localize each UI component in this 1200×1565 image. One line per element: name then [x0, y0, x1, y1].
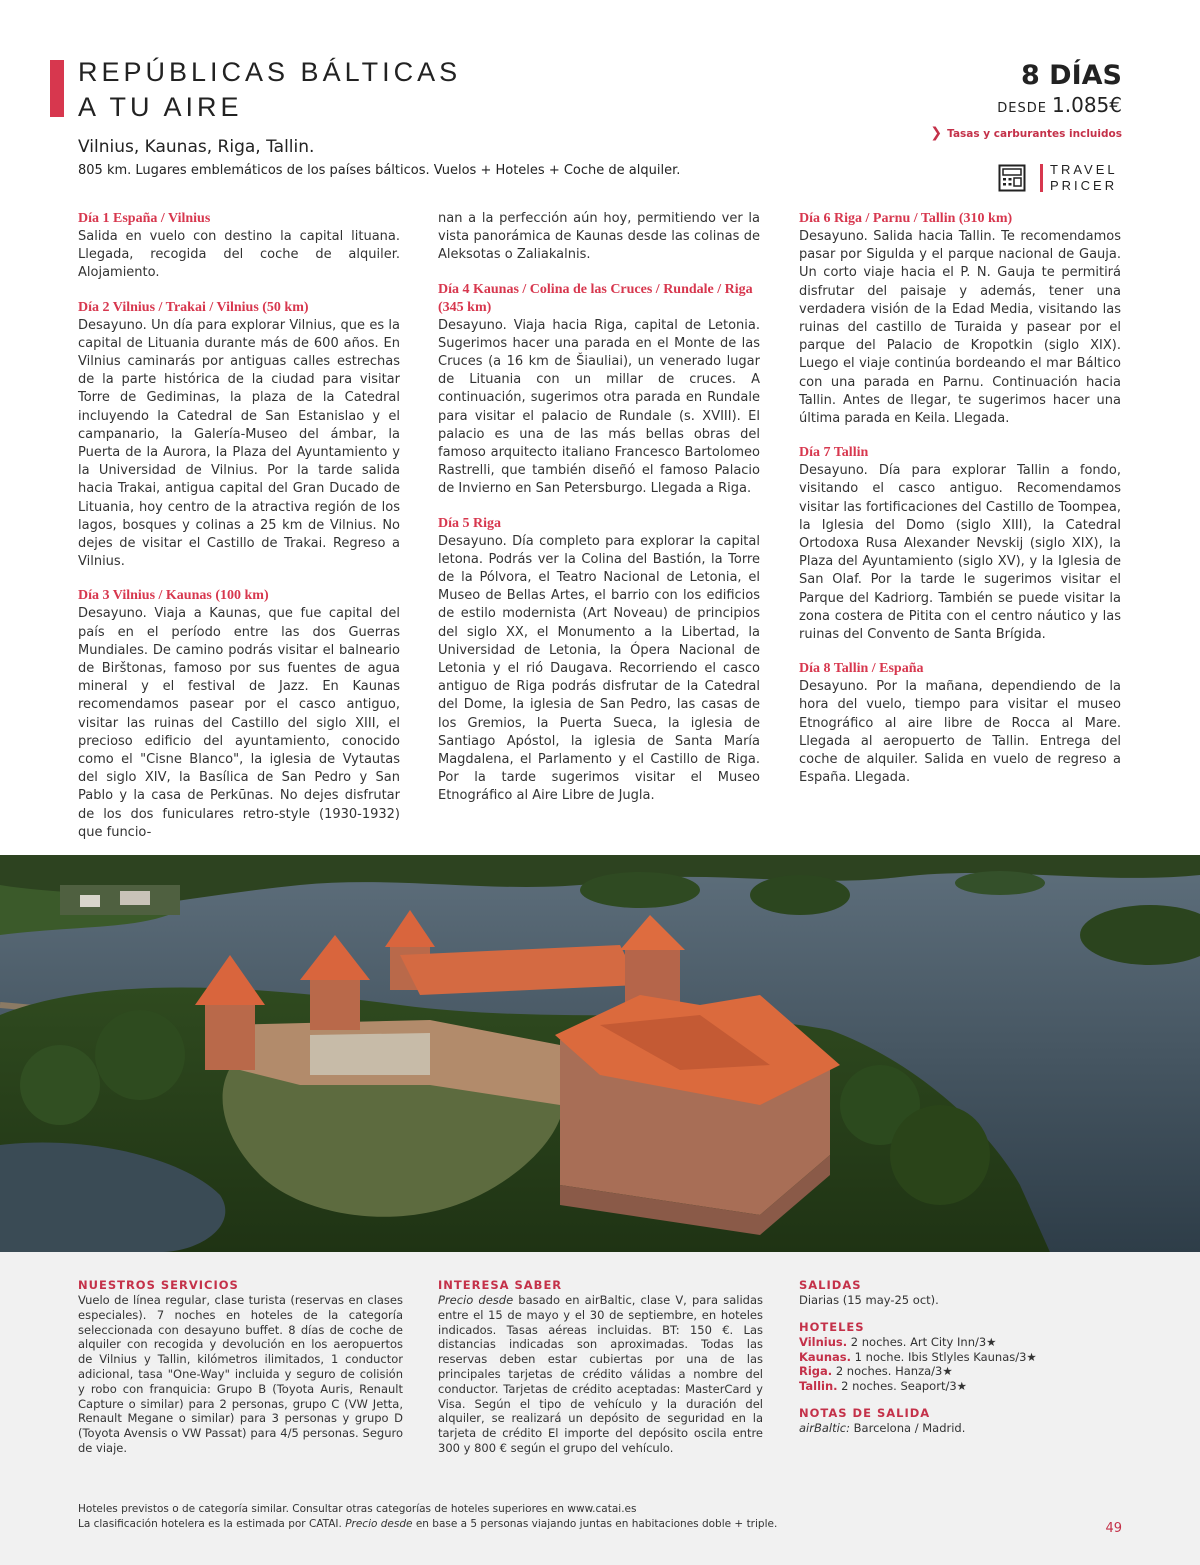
interesa-saber-text: basado en airBaltic, clase V, para salidas entre el 15 de mayo y el 30 de septiembre, en hoteles indicados. Tasas aéreas incluidas. BT: 150 €. Las distancias indicadas son aproximadas. Todas las reservas deben estar cubiertas por una de las principales tarjetas de crédito válidas a nombre del conductor. Tarjetas de crédito aceptadas: MasterCard y Visa. Según el tipo de vehículo y la duración del alquiler, se realizará un depósito de seguridad en la tarjeta de crédito El importe del depósito oscila entre 300 y 800 € según el grupo del vehículo.: [438, 1293, 763, 1455]
calculator-icon: [998, 164, 1026, 192]
taxes-note-text: Tasas y carburantes incluidos: [947, 128, 1122, 140]
day-5: [438, 515, 760, 806]
hotel-city: Vilnius.: [799, 1334, 848, 1349]
travel-pricer-line-1: TRAVEL: [1050, 162, 1118, 177]
day-3-text: Desayuno. Viaja a Kaunas, que fue capital del país en el período entre las dos Guerras Mundiales. De camino podrás visitar el balneario de Birštonas, famoso por sus fuentes de agua mineral y el festival de Jazz. En Kaunas recomendamos pasear por el casco antiguo, visitar las ruinas del Castillo del siglo XIII, el precioso edificio del ayuntamiento, conocido como el "Cisne Blanco", la iglesia de Vytautas del siglo XIV, la Basílica de San Pedro y San Pablo y la casa de Perkūnas. No dejes disfrutar de los dos funiculares retro-style (1930-1932) que funcio-: [78, 606, 400, 840]
day-7-title: Día 7 Tallin: [799, 445, 869, 461]
castle-illustration: [0, 855, 1200, 1252]
hotel-line: [799, 1335, 1121, 1350]
hotel-detail: 2 noches. Art City Inn/3★: [847, 1334, 997, 1349]
day-2-text: Desayuno. Un día para explorar Vilnius, que es la capital de Lituania durante más de 600 años. En Vilnius caminarás por antiguas calles estrechas de la parte histórica de la ciudad para visitar Torre de Gediminas, la plaza de la Catedral incluyendo la Catedral de San Estanislao y el campanario, la Galería-Museo del ámbar, la Puerta de la Aurora, la Plaza del Ayuntamiento y la Universidad de Vilnius. Por la tarde salida hacia Trakai, antigua capital del Gran Ducado de Lituania, hoy centro de la atractiva región de los lagos, bosques y colinas a 25 km de Vilnius. No dejes de visitar el Castillo de Trakai. Regreso a Vilnius.: [78, 317, 400, 570]
chevron-right-icon: ❯: [930, 125, 943, 141]
footer-line-2b: en base a 5 personas viajando juntas en habitaciones doble + triple.: [412, 1517, 778, 1530]
day-6: [799, 210, 1121, 428]
hotels-title: HOTELES: [799, 1319, 865, 1334]
footer-line-2: [78, 1517, 777, 1532]
salidas-title: SALIDAS: [799, 1278, 862, 1292]
notas-airline: airBaltic:: [799, 1420, 851, 1435]
day-8-text: Desayuno. Por la mañana, dependiendo de la hora del vuelo, tiempo para visitar el museo Etnográfico al aire libre de Rocca al Mare. Llegada al aeropuerto de Tallin. Entrega del coche de alquiler. Salida en vuelo de regreso a España. Llegada.: [799, 679, 1121, 786]
services-title: NUESTROS SERVICIOS: [78, 1278, 239, 1292]
notas-block: [799, 1406, 1121, 1436]
day-3: [78, 587, 400, 842]
day-4: [438, 281, 760, 499]
day-5-title: Día 5 Riga: [438, 515, 501, 531]
itinerary-column-1: [78, 210, 400, 858]
hotel-city: Tallin.: [799, 1379, 838, 1394]
salidas-block: [799, 1278, 1121, 1308]
interesa-italic: Precio desde: [438, 1293, 514, 1307]
travel-pricer-logo: [1050, 162, 1118, 194]
hotel-line: [799, 1379, 1121, 1394]
day-4-title: Día 4 Kaunas / Colina de las Cruces / Rundale / Riga (345 km): [438, 281, 753, 315]
page-number: 49: [1105, 1521, 1122, 1536]
hotel-detail: 2 noches. Hanza/3★: [832, 1364, 953, 1379]
footer-line-2-italic: Precio desde: [345, 1517, 413, 1530]
day-1-title: Día 1 España / Vilnius: [78, 211, 211, 226]
trakai-castle-photo: [0, 855, 1200, 1252]
day-7: [799, 444, 1121, 644]
day-5-text: Desayuno. Día completo para explorar la capital letona. Podrás ver la Colina del Bastión, la Torre de la Pólvora, el Teatro Nacional de Letonia, el Museo de Bellas Artes, el barrio con los edificios de estilo modernista (Art Noveau) de principios del siglo XX, el Monumento a la Libertad, la Universidad de Letonia, la Ópera Nacional de Letonia y el rió Daugava. Recorriendo el casco antiguo de Riga podrás disfrutar de la Catedral del Dome, la iglesia de San Pedro, las casas de los Gremios, la Puerta Sueca, la iglesia de Santiago Apóstol, la iglesia de Santa María Magdalena, el Parlamento y el Castillo de Riga. Por la tarde sugerimos visitar el Museo Etnográfico al Aire Libre de Jugla.: [438, 533, 760, 804]
services-section: [78, 1278, 403, 1456]
footer-notes: [78, 1502, 777, 1531]
notas-text: Barcelona / Madrid.: [850, 1420, 966, 1435]
day-2: [78, 299, 400, 572]
itinerary-column-3: [799, 210, 1121, 803]
departures-hotels-section: [799, 1278, 1121, 1448]
day-3-text-continued: nan a la perfección aún hoy, permitiendo ver la vista panorámica de Kaunas desde las colinas de Aleksotas o Zaliakalnis.: [438, 211, 760, 263]
hotel-detail: 1 noche. Ibis Stlyles Kaunas/3★: [851, 1349, 1037, 1364]
day-1-text: Salida en vuelo con destino la capital lituana. Llegada, recogida del coche de alquiler. Alojamiento.: [78, 229, 400, 281]
trip-duration: 8 DÍAS: [1021, 60, 1122, 91]
title-line-1: REPÚBLICAS BÁLTICAS: [78, 57, 462, 87]
footer-line-2a: La clasificación hotelera es la estimada por CATAI.: [78, 1517, 346, 1530]
day-6-title: Día 6 Riga / Parnu / Tallin (310 km): [799, 211, 1013, 226]
taxes-note: [930, 125, 1122, 141]
day-8: [799, 660, 1121, 787]
hotel-detail: 2 noches. Seaport/3★: [837, 1379, 967, 1394]
services-text: Vuelo de línea regular, clase turista (reservas en clases especiales). 7 noches en hoteles de la categoría seleccionada con desayuno buffet. 8 días de coche de alquiler con recogida y devolución en los aeropuertos de Vilnius y Tallin, kilómetros ilimitados, 1 conductor adicional, tasa "One-Way" incluida y seguro de colisión y robo con franquicia: Grupo B (Toyota Auris, Renault Capture o similar) para 2 personas, grupo C (VW Jetta, Renault Megane o similar) para 3 personas y grupo D (Toyota Avensis o VW Passat) para 4/5 personas. Seguro de viaje.: [78, 1293, 403, 1455]
day-3-continued: [438, 210, 760, 265]
day-8-title: Día 8 Tallin / España: [799, 661, 924, 677]
day-3-title: Día 3 Vilnius / Kaunas (100 km): [78, 588, 269, 604]
day-2-title: Día 2 Vilnius / Trakai / Vilnius (50 km): [78, 299, 309, 315]
price-prefix: DESDE: [997, 101, 1047, 116]
day-1: [78, 210, 400, 283]
hotels-block: [799, 1320, 1121, 1394]
trip-description: 805 km. Lugares emblemáticos de los países bálticos. Vuelos + Hoteles + Coche de alquiler.: [78, 163, 681, 178]
title-line-2: A TU AIRE: [78, 92, 243, 122]
hotel-city: Riga.: [799, 1364, 833, 1379]
price-block: [997, 93, 1122, 117]
day-6-text: Desayuno. Salida hacia Tallin. Te recomendamos pasar por Sigulda y el parque nacional de Gauja. Un corto viaje hacia el P. N. Gauja te permitirá disfrutar del paisaje y además, tener una verdadera visión de la Edad Media, visitando las ruinas del castillo de Turaida y pasear por el parque del Palacio de Kropotkin (siglo XIX). Luego el viaje continúa bordeando el mar Báltico con una parada en Parnu. Continuación hacia Tallin. Antes de llegar, te sugerimos hacer una última parada en Keila. Llegada.: [799, 229, 1121, 427]
hotel-city: Kaunas.: [799, 1349, 852, 1364]
hotel-line: [799, 1350, 1121, 1365]
footer-line-1: Hoteles previstos o de categoría similar. Consultar otras categorías de hoteles superiores en www.catai.es: [78, 1503, 637, 1515]
route-subtitle: Vilnius, Kaunas, Riga, Tallin.: [78, 137, 315, 157]
title-accent-bar: [50, 60, 64, 117]
price-value: 1.085€: [1052, 93, 1122, 117]
notas-title: NOTAS DE SALIDA: [799, 1405, 931, 1420]
hotel-line: [799, 1364, 1121, 1379]
page-title: [78, 55, 461, 125]
day-7-text: Desayuno. Día para explorar Tallin a fondo, visitando el casco antiguo. Recomendamos visitar las fortificaciones del Castillo de Toompea, la Iglesia del Domo (siglo XIII), la Catedral Ortodoxa Rusa Alexander Nevskij (siglo XIX), la Plaza del Ayuntamiento (siglo XV), y la Iglesia de San Olaf. Por la tarde le sugerimos visitar el Parque del Kadriorg. También se puede visitar la zona costera de Pitita con el centro náutico y las ruinas del Convento de Santa Brígida.: [799, 463, 1121, 643]
interesa-saber-title: INTERESA SABER: [438, 1278, 563, 1292]
itinerary-column-2: [438, 210, 760, 822]
interesa-saber-section: [438, 1278, 763, 1456]
travel-pricer-line-2: PRICER: [1050, 178, 1118, 193]
day-4-text: Desayuno. Viaja hacia Riga, capital de Letonia. Sugerimos hacer una parada en el Monte de las Cruces (a 16 km de Šiauliai), un venerado lugar de Lituania con un millar de cruces. A continuación, sugerimos otra parada en Rundale para visitar el palacio de Rundale (s. XVIII). El palacio es una de las más bellas obras del famoso arquitecto italiano Francesco Bartolomeo Rastrelli, que también diseñó el famoso Palacio de Invierno en San Petersburgo. Llegada a Riga.: [438, 317, 760, 497]
salidas-text: Diarias (15 may-25 oct).: [799, 1293, 939, 1307]
travel-pricer-accent: [1040, 164, 1043, 192]
